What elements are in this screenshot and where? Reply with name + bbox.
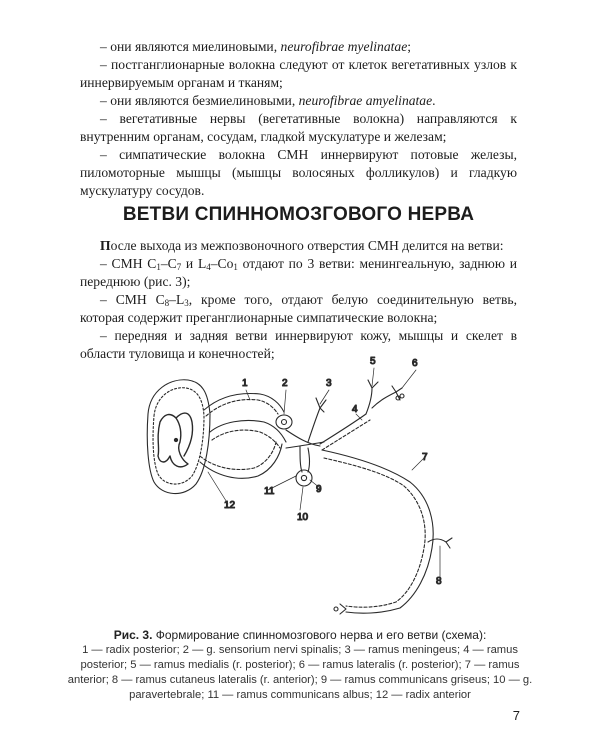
svg-text:4: 4 [352,404,358,415]
page-number: 7 [512,708,520,723]
svg-text:8: 8 [436,576,442,587]
paragraph: – СМН $C_1-C_7$ и $L_4-Co_1$ отдают по 3 ветви: менингеальную, заднюю и переднюю (рис. 3); [80,256,517,289]
paravertebral-ganglion [296,470,312,486]
svg-text:10: 10 [297,512,309,523]
radix-anterior [200,420,286,478]
skin-receptor [400,394,404,398]
paragraph: – СМН $C_8-L_3$, кроме того, отдают белую соединительную ветвь, которая содержит преганглионарные симпатические волокна; [80,292,517,325]
text-block-branches [80,237,517,363]
figure-labels [208,356,442,587]
paragraph: – они являются безмиелиновыми, neurofibrae amyelinatae. [100,93,436,108]
svg-text:6: 6 [412,358,418,369]
caption-legend: 1 — radix posterior; 2 — g. sensorium nervi spinalis; 3 — ramus meningeus; 4 — ramus posterior; 5 — ramus medialis (r. posterior); 6 — ramus lateralis (r. posterior); 7 — ramus anterior; 8 — ramus cutaneus lateralis (r. anterior); 9 — ramus communicans griseus; 10 — g. paravertebrale; 11 — ramus communicans albus; 12 — radix anterior [67,644,533,701]
spinal-nerve-diagram [140,352,470,627]
svg-text:2: 2 [282,378,288,389]
ramus-posterior [320,380,404,450]
svg-text:12: 12 [224,500,236,511]
svg-text:7: 7 [422,452,428,463]
paragraph: – постганглионарные волокна следуют от клеток вегетативных узлов к иннервируемым органам и тканям; [80,57,517,90]
section-heading: ВЕТВИ СПИННОМОЗГОВОГО НЕРВА [122,204,475,225]
ramus-anterior [322,450,452,614]
caption-title: Рис. 3. Формирование спинномозгового нерва и его ветви (схема): [113,628,487,642]
svg-text:1: 1 [242,378,248,389]
svg-text:5: 5 [370,356,376,367]
text-block-intro [80,38,517,200]
paragraph: – вегетативные нервы (вегетативные волокна) направляются к внутренним органам, сосудам, гладкой мускулатуре и железам; [80,111,517,144]
spinal-nerve-trunk [286,430,324,448]
spinal-ganglion [276,415,292,429]
ganglion-cell [282,420,287,425]
svg-text:3: 3 [326,378,332,389]
svg-text:11: 11 [264,486,275,497]
paragraph: После выхода из межпозвоночного отверстия СМН делится на ветви: [100,238,504,253]
ramus-meningeus [308,398,326,442]
ganglion-cell [301,475,306,480]
rami-communicantes [296,446,312,486]
paragraph: – симпатические волокна СМН иннервируют потовые железы, пиломоторные мышцы (мышцы волосяных фолликулов) и гладкую мускулатуру сосудов. [80,147,517,198]
receptor-end [334,607,338,611]
paragraph: – они являются миелиновыми, neurofibrae myelinatae; [100,39,412,54]
figure-caption [60,628,540,703]
svg-text:9: 9 [316,484,322,495]
radix-posterior [204,394,284,416]
spinal-cord-section [147,380,210,494]
paragraph: – передняя и задняя ветви иннервируют кожу, мышцы и скелет в области туловища и конечностей; [80,328,517,361]
